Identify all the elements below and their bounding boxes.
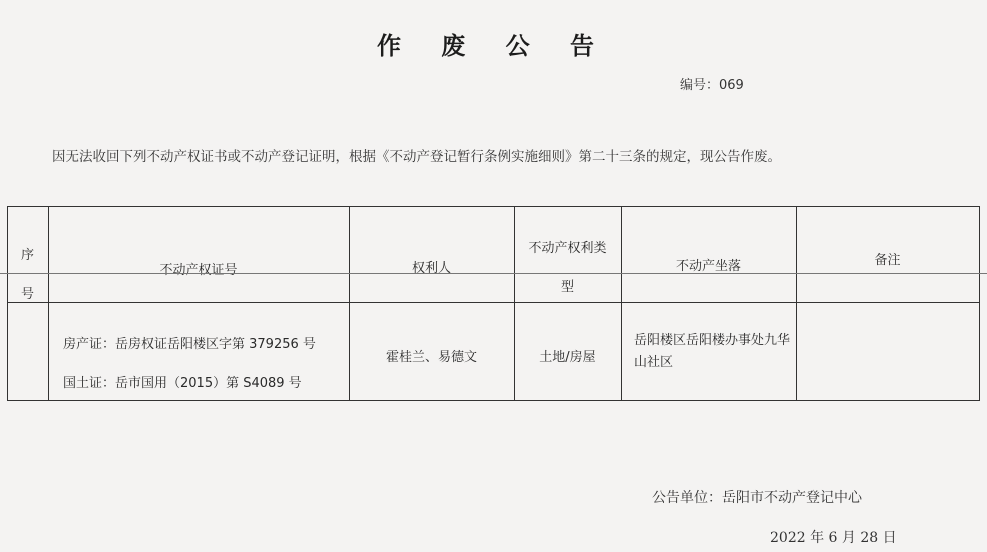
issuer: 公告单位：岳阳市不动产登记中心 [652, 490, 862, 506]
header-remark: 备注 [874, 253, 901, 268]
col-divider-6 [979, 206, 980, 401]
table-border-top [7, 206, 980, 207]
header-location: 不动产坐落 [675, 259, 741, 274]
col-divider-0 [7, 206, 8, 401]
col-divider-3 [514, 206, 515, 401]
col-divider-1 [48, 206, 49, 401]
page-title: 作 废 公 告 [376, 31, 611, 60]
row-cert-line1: 房产证：岳房权证岳阳楼区字第 379256 号 [63, 337, 316, 352]
void-certificate-table [7, 206, 980, 401]
col-divider-4 [621, 206, 622, 401]
notice-number: 编号：069 [680, 78, 744, 93]
row-owner: 霍桂兰、易德文 [385, 350, 477, 365]
header-type-line2: 型 [560, 280, 574, 295]
scan-crease-line [0, 273, 987, 274]
row-location-line1: 岳阳楼区岳阳楼办事处九华 [634, 333, 791, 348]
header-seq-bottom: 号 [20, 287, 34, 302]
row-type: 土地/房屋 [539, 350, 596, 365]
date: 2022 年 6 月 28 日 [770, 530, 897, 546]
header-owner: 权利人 [411, 261, 451, 276]
row-cert-line2: 国土证：岳市国用（2015）第 S4089 号 [63, 376, 302, 391]
table-border-bottom [7, 400, 980, 401]
header-divider [7, 302, 980, 303]
row-location-line2: 山社区 [634, 355, 674, 370]
header-cert: 不动产权证号 [159, 263, 238, 278]
col-divider-5 [796, 206, 797, 401]
header-type-line1: 不动产权利类 [528, 241, 607, 256]
header-seq-top: 序 [20, 248, 34, 263]
notice-text: 因无法收回下列不动产权证书或不动产登记证明，根据《不动产登记暂行条例实施细则》第二十三条的规定，现公告作废。 [52, 149, 781, 165]
col-divider-2 [349, 206, 350, 401]
